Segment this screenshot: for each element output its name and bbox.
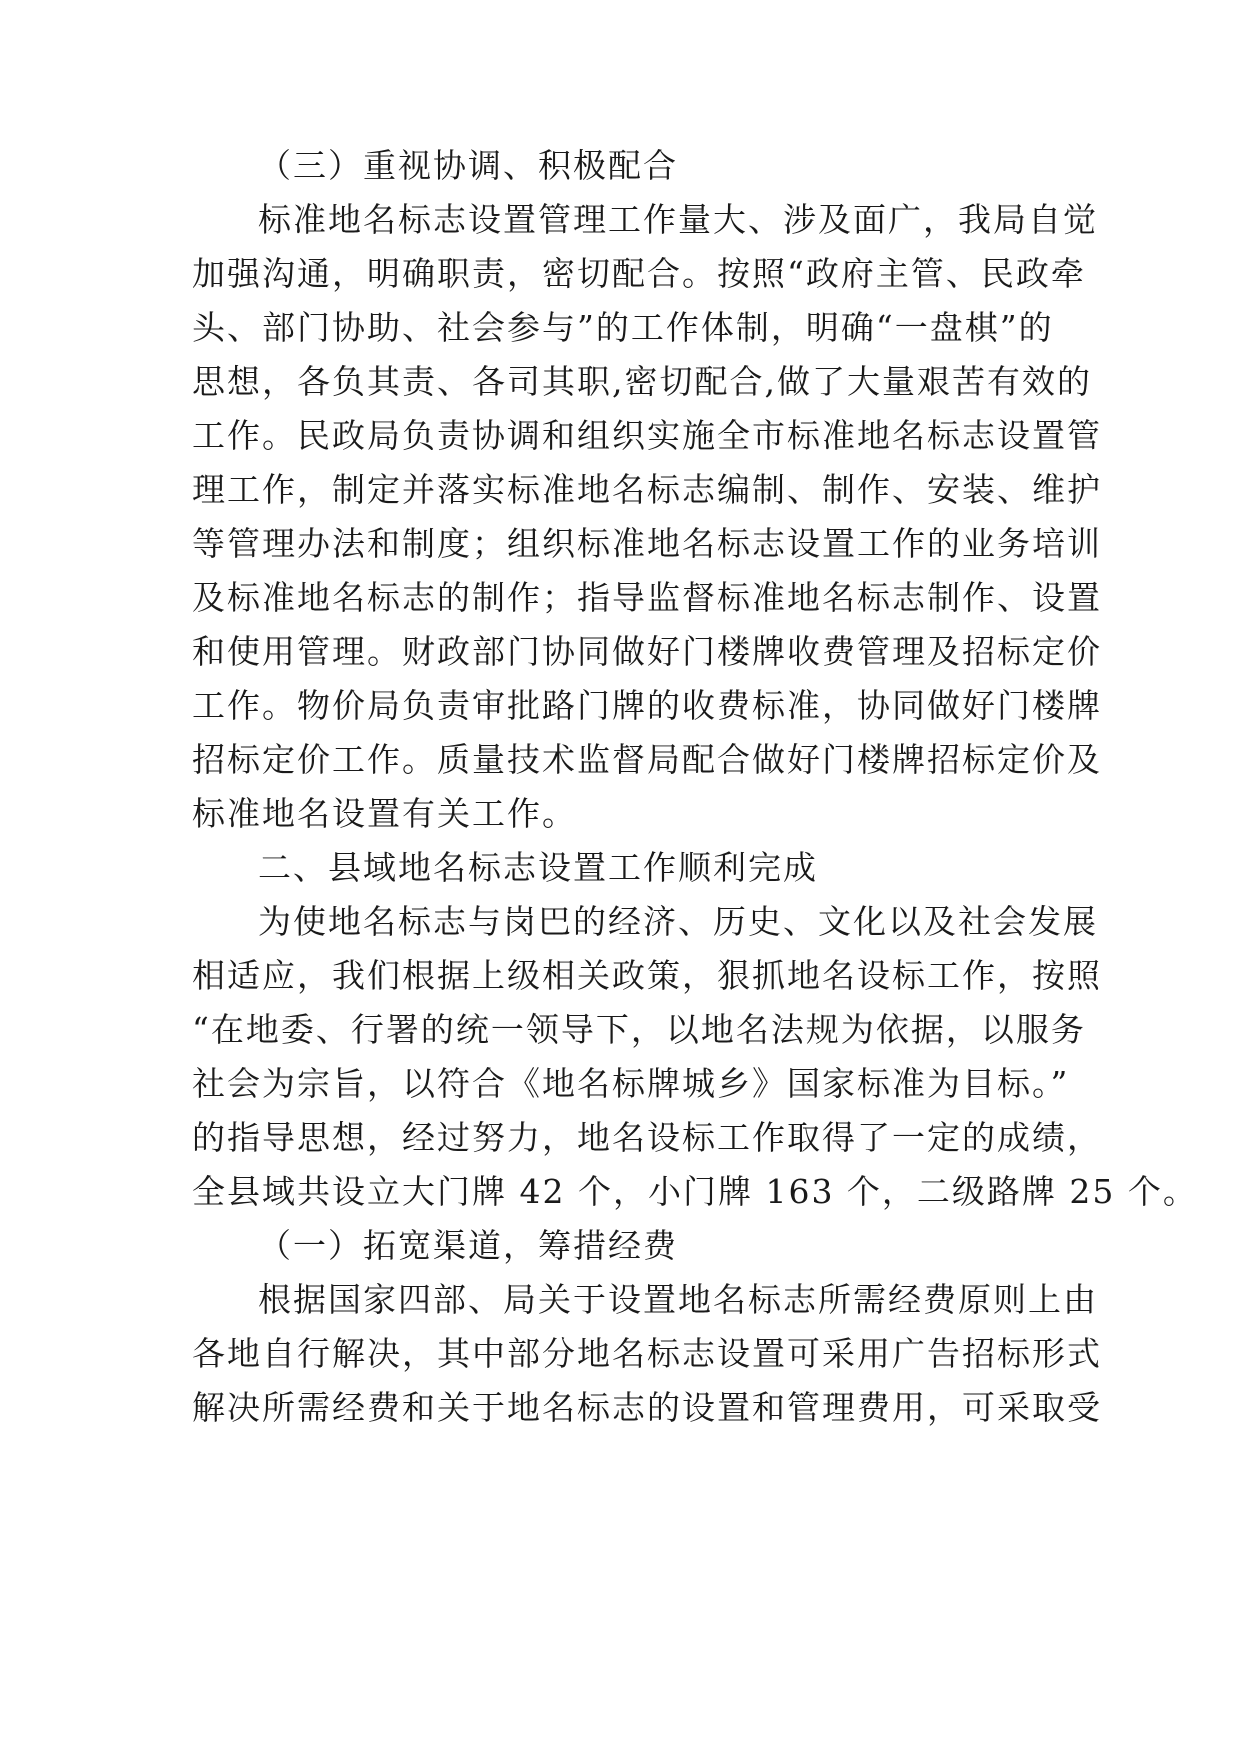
paragraph-line: 根据国家四部、局关于设置地名标志所需经费原则上由 [258,1280,1098,1319]
paragraph-line: 等管理办法和制度；组织标准地名标志设置工作的业务培训 [192,524,1102,563]
paragraph-line: 加强沟通，明确职责，密切配合。按照“政府主管、民政牵 [192,254,1086,293]
paragraph-line: 社会为宗旨，以符合《地名标牌城乡》国家标准为目标。” [192,1064,1070,1103]
paragraph-line: 相适应，我们根据上级相关政策，狠抓地名设标工作，按照 [192,956,1102,995]
paragraph-line: 头、部门协助、社会参与”的工作体制，明确“一盘棋”的 [192,308,1054,347]
paragraph-line: 及标准地名标志的制作；指导监督标准地名标志制作、设置 [192,578,1102,617]
section-heading-completion: 二、县域地名标志设置工作顺利完成 [258,848,818,887]
paragraph-line: 思想，各负其责、各司其职,密切配合,做了大量艰苦有效的 [192,362,1092,401]
section-heading-coordination: （三）重视协调、积极配合 [258,146,678,185]
paragraph-line: 标准地名设置有关工作。 [192,794,577,833]
paragraph-line: 全县域共设立大门牌 42 个，小门牌 163 个，二级路牌 25 个。 [192,1172,1198,1211]
section-heading-funding: （一）拓宽渠道，筹措经费 [258,1226,678,1265]
paragraph-line: 理工作，制定并落实标准地名标志编制、制作、安装、维护 [192,470,1102,509]
paragraph-line: 解决所需经费和关于地名标志的设置和管理费用，可采取受 [192,1388,1102,1427]
paragraph-line: 工作。物价局负责审批路门牌的收费标准，协同做好门楼牌 [192,686,1102,725]
paragraph-line: “在地委、行署的统一领导下，以地名法规为依据，以服务 [192,1010,1086,1049]
paragraph-line: 工作。民政局负责协调和组织实施全市标准地名标志设置管 [192,416,1102,455]
paragraph-line: 招标定价工作。质量技术监督局配合做好门楼牌招标定价及 [192,740,1102,779]
paragraph-line: 各地自行解决，其中部分地名标志设置可采用广告招标形式 [192,1334,1102,1373]
paragraph-line: 为使地名标志与岗巴的经济、历史、文化以及社会发展 [258,902,1098,941]
paragraph-line: 的指导思想，经过努力，地名设标工作取得了一定的成绩， [192,1118,1102,1157]
paragraph-line: 和使用管理。财政部门协同做好门楼牌收费管理及招标定价 [192,632,1102,671]
paragraph-line: 标准地名标志设置管理工作量大、涉及面广，我局自觉 [258,200,1098,239]
